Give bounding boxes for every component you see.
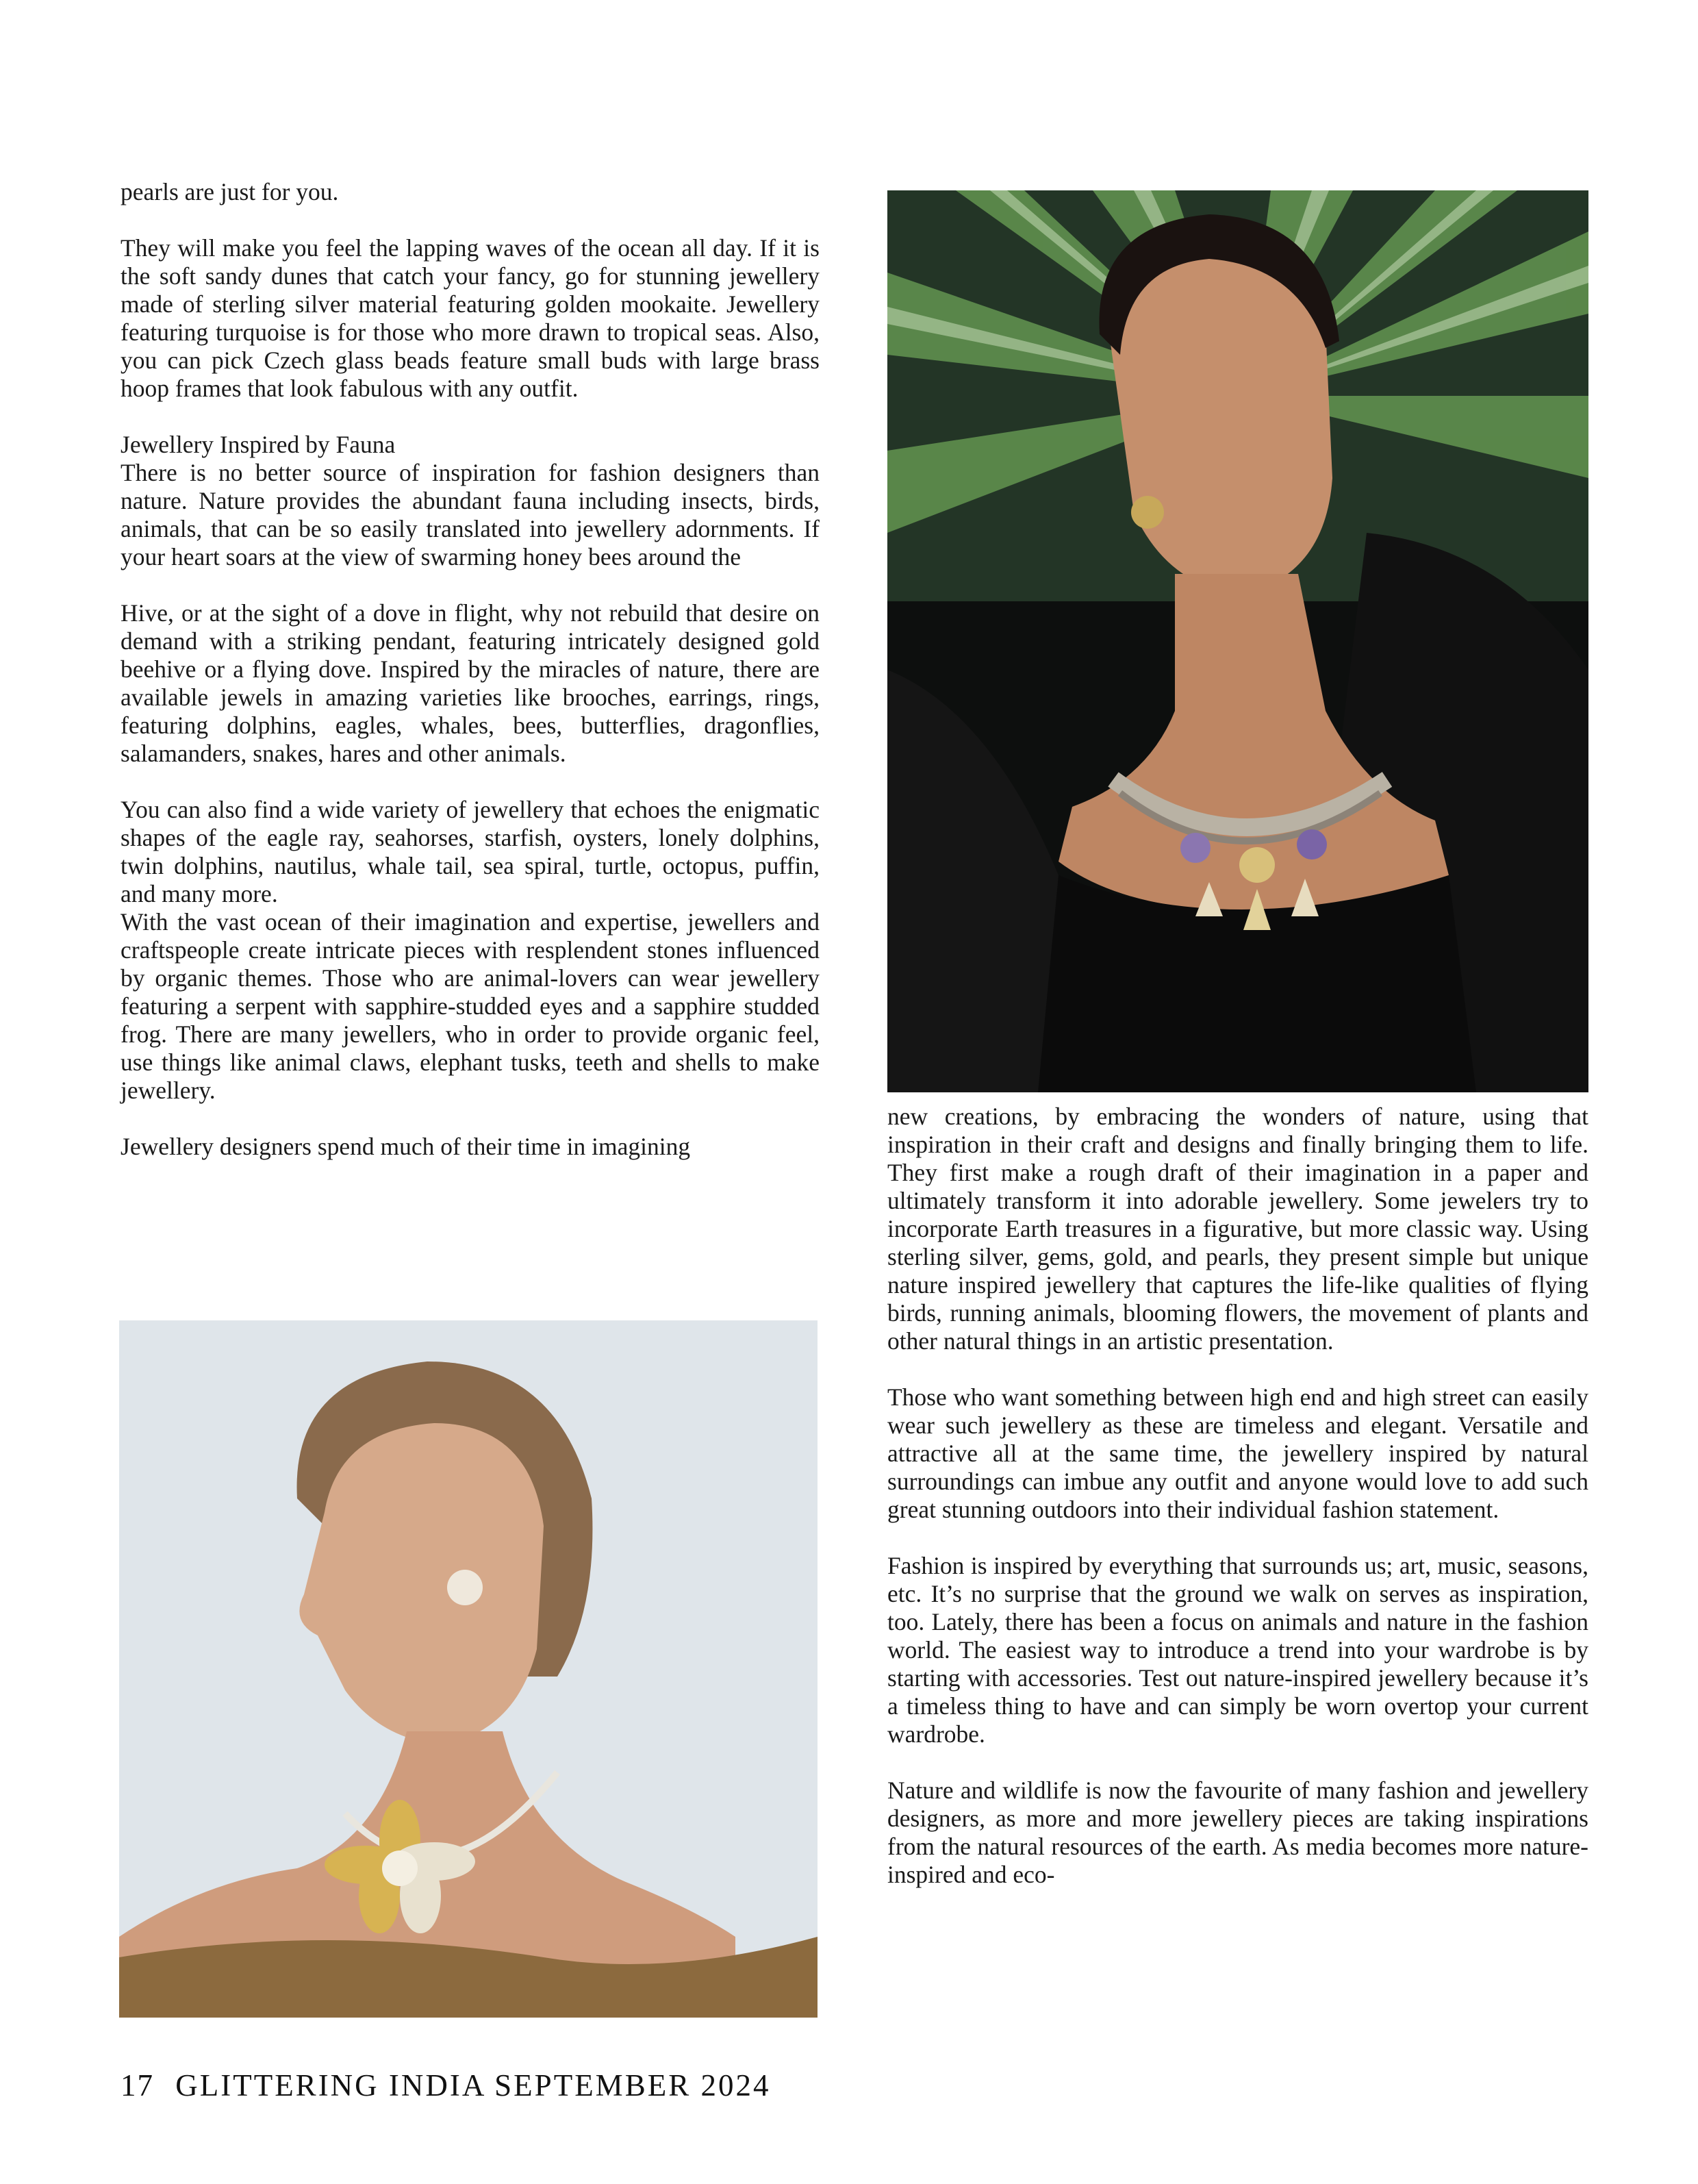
paragraph: pearls are just for you. — [121, 178, 339, 205]
model-with-necklace-photo — [887, 190, 1588, 1092]
page-footer — [121, 2065, 770, 2106]
paragraph: Jewellery designers spend much of their time in imagining — [121, 1133, 691, 1160]
page-number: 17 — [121, 2068, 154, 2103]
left-text-column — [121, 178, 820, 1161]
magazine-issue: GLITTERING INDIA SEPTEMBER 2024 — [175, 2068, 771, 2103]
paragraph: Those who want something between high end and high street can easily wear such jewellery as these are timeless and elegant. Versatile and attractive all at the same time, the jewellery inspired by natural surroundings can imbue any outfit and anyone would love to add such great stunning outdoors into their individual fashion statement. — [887, 1383, 1588, 1523]
section-heading: Jewellery Inspired by Fauna — [121, 431, 396, 458]
paragraph: There is no better source of inspiration for fashion designers than nature. Nature provides the abundant fauna including insects, birds, animals, that can be so easily translated into jewellery adornments. If your heart soars at the view of swarming honey bees around the — [121, 459, 820, 570]
right-text-column — [887, 1103, 1588, 1889]
model-profile-photo — [119, 1320, 818, 2018]
paragraph: You can also find a wide variety of jewellery that echoes the enigmatic shapes of the eagle ray, seahorses, starfish, oysters, lonely dolphins, twin dolphins, nautilus, whale tail, sea spiral, turtle, octopus, puffin, and many more. — [121, 796, 820, 907]
paragraph: Hive, or at the sight of a dove in flight, why not rebuild that desire on demand with a striking pendant, featuring intricately designed gold beehive or a flying dove. Inspired by the miracles of nature, there are available jewels in amazing varieties like brooches, earrings, rings, featuring dolphins, eagles, whales, bees, butterflies, dragonflies, salamanders, snakes, hares and other animals. — [121, 599, 820, 767]
paragraph: With the vast ocean of their imagination and expertise, jewellers and craftspeople create intricate pieces with resplendent stones influenced by organic themes. Those who are animal-lovers can wear jewellery featuring a serpent with sapphire-studded eyes and a sapphire studded frog. There are many jewellers, who in order to provide organic feel, use things like animal claws, elephant tusks, teeth and shells to make jewellery. — [121, 908, 820, 1104]
photo-illustration — [119, 1320, 818, 2018]
paragraph: They will make you feel the lapping waves of the ocean all day. If it is the soft sandy dunes that catch your fancy, go for stunning jewellery made of sterling silver material featuring golden mookaite. Jewellery featuring turquoise is for those who more drawn to tropical seas. Also, you can pick Czech glass beads feature small buds with large brass hoop frames that look fabulous with any outfit. — [121, 234, 820, 402]
paragraph: Fashion is inspired by everything that surrounds us; art, music, seasons, etc. It’s no surprise that the ground we walk on serves as inspiration, too. Lately, there has been a focus on animals and nature in the fashion world. The easiest way to introduce a trend into your wardrobe is by starting with accessories. Test out nature-inspired jewellery because it’s a timeless thing to have and can simply be worn overtop your current wardrobe. — [887, 1552, 1588, 1748]
paragraph: new creations, by embracing the wonders of nature, using that inspiration in their craft and designs and finally bringing them to life. They first make a rough draft of their imagination in a paper and ultimately transform it into adorable jewellery. Some jewelers try to incorporate Earth treasures in a figurative, but more classic way. Using sterling silver, gems, gold, and pearls, they present simple but unique nature inspired jewellery that captures the life-like qualities of flying birds, running animals, blooming flowers, the movement of plants and other natural things in an artistic presentation. — [887, 1103, 1588, 1355]
paragraph: Nature and wildlife is now the favourite of many fashion and jewellery designers, as more and more jewellery pieces are taking inspirations from the natural resources of the earth. As media becomes more nature-inspired and eco- — [887, 1777, 1588, 1888]
photo-illustration — [887, 190, 1588, 1092]
